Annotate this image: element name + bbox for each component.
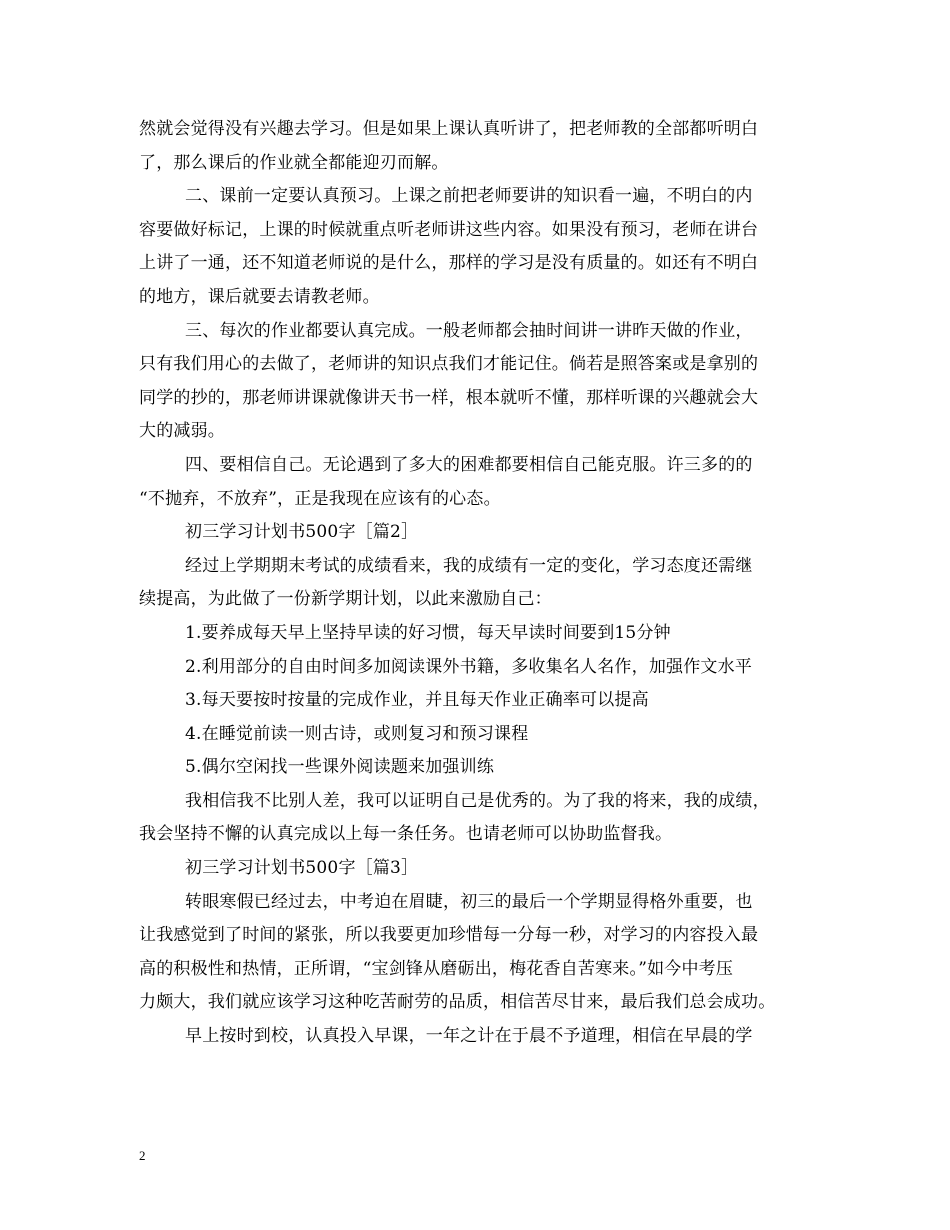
text-line: 让我感觉到了时间的紧张，所以我要更加珍惜每一分每一秒，对学习的内容投入最 [139,925,759,946]
page-number: 2 [139,1148,146,1163]
section-heading: 初三学习计划书500字［篇3］ [185,858,419,879]
text-line: 我相信我不比别人差，我可以证明自己是优秀的。为了我的将来，我的成绩， [185,790,770,811]
text-line: 三、每次的作业都要认真完成。一般老师都会抽时间讲一讲昨天做的作业， [185,320,753,341]
text-line: 的地方，课后就要去请教老师。 [139,286,380,307]
text-line: 经过上学期期末考试的成绩看来，我的成绩有一定的变化，学习态度还需继 [185,555,753,576]
text-line: 四、要相信自己。无论遇到了多大的困难都要相信自己能克服。许三多的的 [185,454,753,475]
text-line: 早上按时到校，认真投入早课，一年之计在于晨不予道理，相信在早晨的学 [185,1026,753,1047]
list-item: 2.利用部分的自由时间多加阅读课外书籍，多收集名人名作，加强作文水平 [185,656,753,677]
text-line: 高的积极性和热情，正所谓，“宝剑锋从磨砺出，梅花香自苦寒来。”如今中考压 [139,958,734,979]
text-line: 力颇大，我们就应该学习这种吃苦耐劳的品质，相信苦尽甘来，最后我们总会成功。 [139,992,776,1013]
text-line: 上讲了一通，还不知道老师说的是什么，那样的学习是没有质量的。如还有不明白 [139,253,759,274]
list-item: 5.偶尔空闲找一些课外阅读题来加强训练 [185,757,495,778]
text-line: 同学的抄的，那老师讲课就像讲天书一样，根本就听不懂，那样听课的兴趣就会大 [139,387,759,408]
text-line: 然就会觉得没有兴趣去学习。但是如果上课认真听讲了，把老师教的全部都听明白 [139,119,759,139]
text-line: 转眼寒假已经过去，中考迫在眉睫，初三的最后一个学期显得格外重要，也 [185,891,753,912]
text-line: 续提高，为此做了一份新学期计划，以此来激励自己： [139,589,552,610]
list-item: 1.要养成每天早上坚持早读的好习惯，每天早读时间要到15分钟 [185,622,671,643]
text-line: 二、课前一定要认真预习。上课之前把老师要讲的知识看一遍，不明白的内 [185,186,753,207]
list-item: 4.在睡觉前读一则古诗，或则复习和预习课程 [185,723,529,744]
text-line: 我会坚持不懈的认真完成以上每一条任务。也请老师可以协助监督我。 [139,824,673,845]
body-text [139,113,819,1054]
list-item: 3.每天要按时按量的完成作业，并且每天作业正确率可以提高 [185,690,649,711]
section-heading: 初三学习计划书500字［篇2］ [185,522,419,543]
text-line: 只有我们用心的去做了，老师讲的知识点我们才能记住。倘若是照答案或是拿别的 [139,354,759,375]
text-line: “不抛弃，不放弃”，正是我现在应该有的心态。 [139,488,501,509]
text-line: 容要做好标记，上课的时候就重点听老师讲这些内容。如果没有预习，老师在讲台 [139,219,759,240]
text-line: 大的减弱。 [139,421,225,442]
text-line: 了，那么课后的作业就全都能迎刃而解。 [139,152,449,173]
